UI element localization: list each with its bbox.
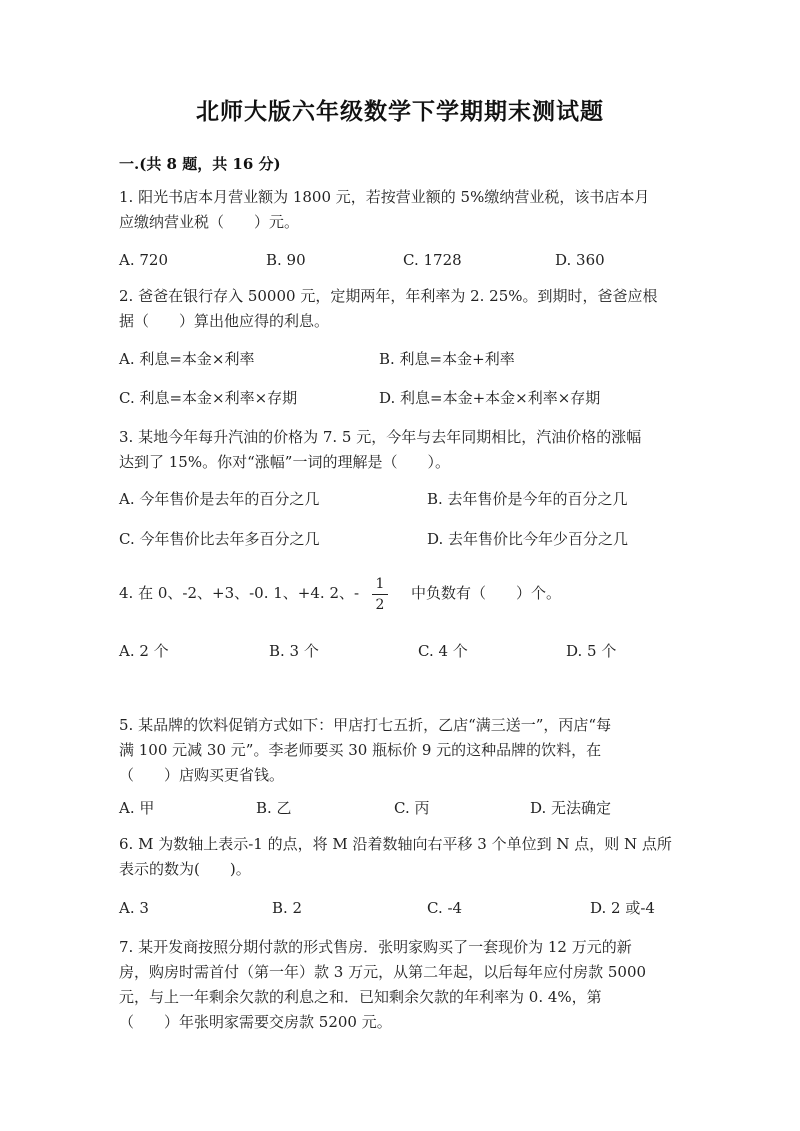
option-a: A. 利息=本金×利率: [119, 350, 255, 368]
option-c: C. -4: [427, 899, 463, 917]
question-text-line: 6. M 为数轴上表示-1 的点，将 M 沿着数轴向右平移 3 个单位到 N 点，则 N 点所: [119, 835, 672, 853]
question-text-line: 满 100 元减 30 元”。李老师要买 30 瓶标价 9 元的这种品牌的饮料，在: [119, 741, 602, 759]
option-c: C. 4 个: [418, 642, 468, 660]
question-text-line: 2. 爸爸在银行存入 50000 元，定期两年，年利率为 2. 25%。到期时，爸爸应根: [119, 287, 658, 305]
option-a: A. 2 个: [119, 642, 169, 660]
option-d: D. 2 或-4: [590, 899, 655, 917]
question-4-prefix: 4. 在 0、-2、+3、-0. 1、+4. 2、-: [119, 584, 360, 602]
option-b: B. 去年售价是今年的百分之几: [427, 490, 628, 508]
fraction-one-half: [370, 576, 390, 613]
option-c: C. 利息=本金×利率×存期: [119, 389, 298, 407]
question-text-line: 1. 阳光书店本月营业额为 1800 元，若按营业额的 5%缴纳营业税，该书店本月: [119, 188, 650, 206]
question-2: [119, 284, 679, 334]
question-text-line: 据（ ）算出他应得的利息。: [119, 312, 330, 330]
option-b: B. 乙: [256, 799, 292, 817]
fraction-bar: [372, 594, 388, 595]
question-5: [119, 713, 679, 788]
question-1: [119, 185, 679, 235]
option-b: B. 3 个: [269, 642, 319, 660]
question-text-line: 表示的数为( )。: [119, 860, 251, 878]
question-text-line: （ ）店购买更省钱。: [119, 766, 285, 784]
option-d: D. 利息=本金+本金×利率×存期: [379, 389, 601, 407]
question-text-line: 5. 某品牌的饮料促销方式如下：甲店打七五折，乙店“满三送一”，丙店“每: [119, 716, 612, 734]
section-heading: 一.(共 8 题，共 16 分): [119, 155, 281, 173]
option-a: A. 甲: [119, 799, 155, 817]
option-d: D. 无法确定: [530, 799, 612, 817]
option-a: A. 3: [119, 899, 149, 917]
option-b: B. 2: [272, 899, 303, 917]
option-d: D. 去年售价比今年少百分之几: [427, 530, 629, 548]
option-a: A. 今年售价是去年的百分之几: [119, 490, 320, 508]
question-text-line: 元，与上一年剩余欠款的利息之和．已知剩余欠款的年利率为 0. 4%，第: [119, 988, 602, 1006]
fraction-numerator: 1: [375, 576, 385, 592]
question-text-line: 7. 某开发商按照分期付款的形式售房．张明家购买了一套现价为 12 万元的新: [119, 938, 632, 956]
option-a: A. 720: [119, 251, 168, 269]
option-c: C. 丙: [394, 799, 430, 817]
option-b: B. 90: [266, 251, 306, 269]
fraction-denominator: 2: [375, 597, 385, 613]
page-title: 北师大版六年级数学下学期期末测试题: [196, 98, 604, 125]
question-text-line: 房，购房时需首付（第一年）款 3 万元，从第二年起，以后每年应付房款 5000: [119, 963, 647, 981]
question-7: [119, 935, 679, 1035]
question-text-line: 3. 某地今年每升汽油的价格为 7. 5 元，今年与去年同期相比，汽油价格的涨幅: [119, 428, 642, 446]
option-b: B. 利息=本金+利率: [379, 350, 515, 368]
question-4-suffix: 中负数有（ ）个。: [411, 584, 562, 602]
question-text-line: 应缴纳营业税（ ）元。: [119, 213, 300, 231]
question-text-line: 达到了 15%。你对“涨幅”一词的理解是（ ）。: [119, 453, 450, 471]
option-d: D. 5 个: [566, 642, 617, 660]
question-6: [119, 832, 679, 882]
question-3: [119, 425, 679, 475]
option-c: C. 今年售价比去年多百分之几: [119, 530, 320, 548]
question-text-line: （ ）年张明家需要交房款 5200 元。: [119, 1013, 392, 1031]
option-c: C. 1728: [403, 251, 462, 269]
option-d: D. 360: [555, 251, 605, 269]
